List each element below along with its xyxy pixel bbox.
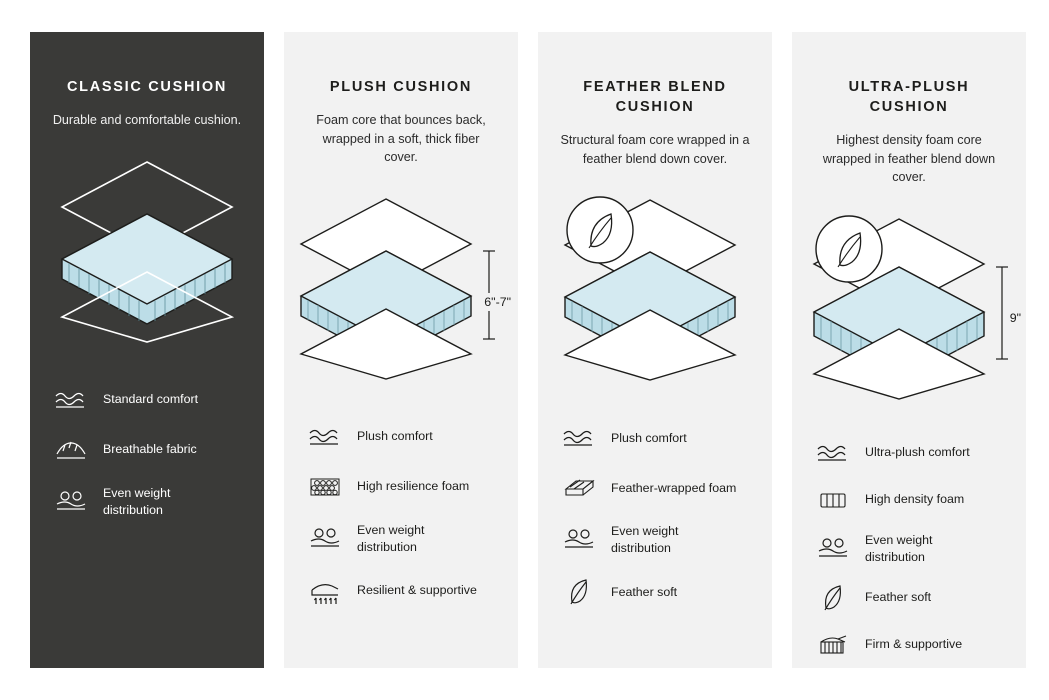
honeycomb-foam-icon [306, 472, 344, 502]
card-title: PLUSH CUSHION [329, 79, 473, 95]
feature-item [52, 485, 242, 519]
waves-icon [52, 385, 90, 415]
even-weight-icon [814, 534, 852, 564]
feature-item [306, 472, 496, 502]
feature-label: Plush comfort [357, 429, 433, 443]
feature-label: High density foam [865, 492, 965, 506]
leaf-icon [814, 583, 852, 613]
even-weight-icon [560, 525, 598, 555]
feature-label: Resilient & supportive [357, 583, 477, 597]
feature-item [814, 485, 1004, 515]
waves-icon [814, 438, 852, 468]
cushion-card-classic[interactable] [30, 32, 264, 668]
feature-label: Even weight distribution [865, 532, 933, 564]
feature-label: High resilience foam [357, 479, 470, 493]
leaf-icon [560, 577, 598, 607]
feature-item [306, 422, 496, 452]
dimension-label: 6"-7" [484, 294, 511, 309]
cushion-exploded-diagram [30, 152, 264, 367]
feature-label: Firm & supportive [865, 637, 963, 651]
cushion-exploded-diagram [284, 189, 518, 404]
even-weight-icon [52, 487, 90, 517]
card-description: Foam core that bounces back, wrapped in a soft, thick fiber cover. [316, 113, 486, 164]
leaf-badge-icon [816, 216, 882, 282]
feature-label: Standard comfort [103, 392, 199, 406]
cushion-card-feather-blend[interactable] [538, 32, 772, 668]
even-weight-icon [306, 524, 344, 554]
feature-item [560, 423, 750, 453]
firm-support-icon [814, 630, 852, 660]
feature-list [814, 438, 1004, 660]
card-description: Structural foam core wrapped in a feather blend down cover. [560, 133, 750, 166]
leaf-badge-icon [567, 197, 633, 263]
high-density-foam-icon [814, 485, 852, 515]
feature-label: Feather soft [865, 590, 932, 604]
resilient-support-icon [306, 576, 344, 606]
card-title: FEATHER BLEND CUSHION [583, 79, 727, 115]
feature-item [306, 576, 496, 606]
cushion-card-plush[interactable] [284, 32, 518, 668]
feature-item [560, 577, 750, 607]
card-description: Highest density foam core wrapped in feather blend down cover. [822, 133, 996, 184]
feature-item [560, 473, 750, 503]
feature-label: Ultra-plush comfort [865, 445, 970, 459]
feature-label: Feather soft [611, 584, 678, 599]
feature-item [52, 435, 242, 465]
dimension-label: 9" [1009, 310, 1021, 325]
feature-list [560, 423, 750, 607]
cushion-layers-illustration [799, 209, 1019, 409]
feature-label: Feather-wrapped foam [611, 480, 737, 495]
feature-label: Even weight distribution [103, 485, 171, 517]
waves-icon [560, 423, 598, 453]
feature-item [306, 522, 496, 556]
feature-list [52, 385, 242, 519]
cushion-layers-illustration [545, 190, 765, 390]
feature-item [560, 523, 750, 557]
feature-item [814, 630, 1004, 660]
feature-item [814, 532, 1004, 566]
feature-list [306, 422, 496, 606]
cushion-card-ultra-plush[interactable] [792, 32, 1026, 668]
cushion-exploded-diagram [538, 190, 772, 405]
card-description: Durable and comfortable cushion. [52, 113, 242, 127]
feature-label: Breathable fabric [103, 442, 197, 456]
feature-item [52, 385, 242, 415]
waves-icon [306, 422, 344, 452]
feature-item [814, 583, 1004, 613]
feature-item [814, 438, 1004, 468]
breathable-fabric-icon [52, 435, 90, 465]
feature-label: Even weight distribution [357, 522, 425, 554]
feather-wrapped-foam-icon [560, 473, 598, 503]
feature-label: Plush comfort [611, 430, 687, 445]
card-title: CLASSIC CUSHION [66, 79, 228, 95]
card-title: ULTRA-PLUSH CUSHION [848, 79, 970, 115]
cushion-exploded-diagram [792, 209, 1026, 424]
feature-label: Even weight distribution [611, 524, 679, 555]
cushion-layers-illustration [47, 152, 247, 352]
cushion-layers-illustration [291, 189, 511, 389]
